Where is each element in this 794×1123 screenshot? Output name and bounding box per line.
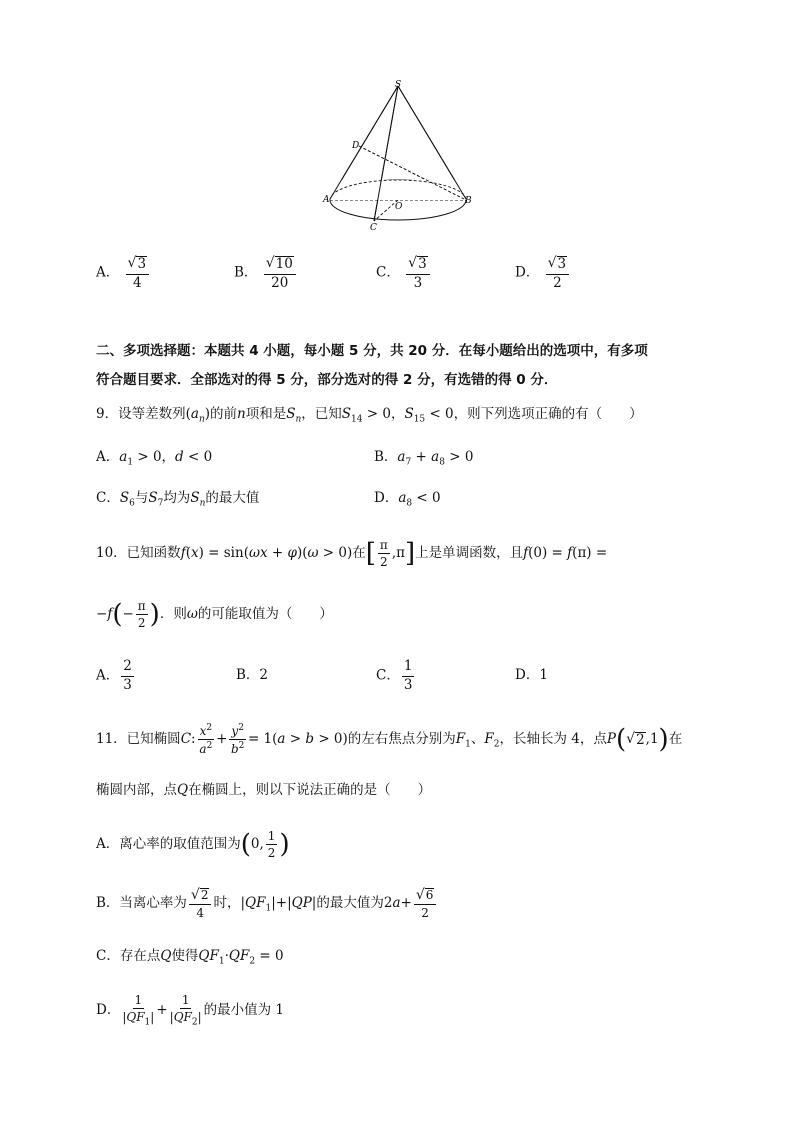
q8-option-C: C． √ 3 3: [376, 256, 432, 290]
q10-stem-line1: 10．已知函数f(x) = sin(ωx + φ)(ω > 0)在[ $\frac{\pi}{2}$ ,π]上是单调函数，且f(0) = f(π) =: [96, 538, 608, 569]
q9-option-A: A．$a_1 > 0$，d < 0: [96, 449, 213, 468]
label-O: O: [395, 202, 403, 212]
q10-stem-line2: −f(− $\frac{\pi}{2}$ )．则ω的可能取值为（ ）: [96, 599, 333, 630]
q10-option-D: D．1: [515, 667, 548, 683]
label-D: D: [352, 141, 360, 151]
label-A: A: [323, 195, 330, 205]
q9-option-B: B．$a_7 + a_8 > 0$: [374, 449, 474, 468]
section2-heading-line1: 二、多项选择题：本题共 4 小题，每小题 5 分，共 20 分．在每小题给出的选项中，有多项: [96, 343, 648, 359]
q8-option-A: A． √ 3 4: [96, 256, 151, 290]
q8-option-B: B． √ 10 20: [234, 256, 298, 290]
q11-stem-line1: 11．已知椭圆C: $\frac{x^2}{a^2}$ + $\frac{y^2}{b^2}$ = 1(a > b > 0)的左右焦点分别为$F_1$、$F_2$，长轴长为 4，点P( √ 2 ,1)在: [96, 723, 683, 756]
cone-figure: [318, 78, 478, 238]
q11-option-D: D． $\frac{1}{|QF_1|}$ + $\frac{1}{|QF_2|}$ 的最小值为 1: [96, 992, 285, 1028]
q10-option-A: A． $\frac{2}{3}$: [96, 658, 132, 693]
q11-stem-line2: 椭圆内部，点Q在椭圆上，则以下说法正确的是（ ）: [96, 782, 432, 798]
q11-option-A: A．离心率的取值范围为(0, $\frac{1}{2}$ ): [96, 829, 290, 860]
label-S: S: [395, 80, 402, 90]
q9-stem: 9．设等差数列$(a_n)$的前n项和是$S_n$，已知$S_{14} > 0$，$S_{15} < 0$，则下列选项正确的有（ ）: [96, 406, 643, 425]
q8-option-D: D． √ 3 2: [515, 256, 571, 290]
q9-option-D: D．$a_8 < 0$: [374, 490, 441, 509]
q11-option-C: C．存在点Q使得$QF_1\cdot QF_2 = 0$: [96, 948, 284, 967]
section2-heading-line2: 符合题目要求．全部选对的得 5 分，部分选对的得 2 分，有选错的得 0 分．: [96, 372, 558, 388]
label-B: B: [465, 196, 472, 206]
q10-option-C: C． $\frac{1}{3}$: [376, 658, 413, 693]
label-C: C: [370, 223, 377, 233]
q10-option-B: B．2: [236, 667, 269, 683]
q11-option-B: B．当离心率为 √ 2 4 时，$|QF_1|+|QP|$的最大值为2a+ √ 6 2: [96, 886, 438, 926]
q9-option-C: C．$S_6$与$S_7$均为$S_n$的最大值: [96, 490, 260, 509]
